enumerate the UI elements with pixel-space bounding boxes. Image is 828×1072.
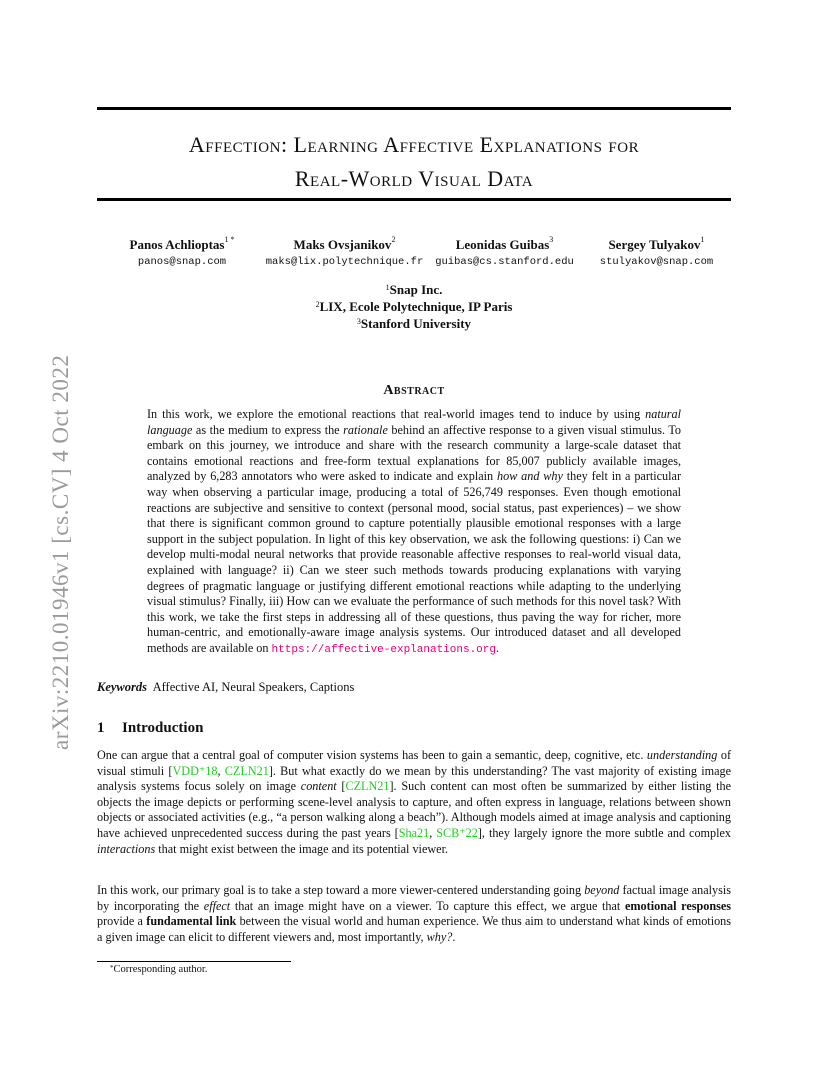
citation-link[interactable]: CZLN21 [345, 779, 390, 794]
affiliations [97, 281, 731, 332]
author-affil-marker: 1 [700, 235, 705, 244]
title-bottom-rule [97, 198, 731, 201]
author-2 [257, 237, 432, 268]
citation-link[interactable]: VDD⁺18 [172, 763, 218, 778]
footnote: *Corresponding author. [110, 964, 208, 975]
footnote-rule [97, 961, 291, 962]
section-heading [97, 720, 203, 737]
author-1 [107, 237, 257, 268]
author-affil-marker: 2 [391, 235, 396, 244]
author-affil-marker: 1 * [224, 235, 235, 244]
abstract-heading: Abstract [383, 383, 445, 398]
arxiv-identifier: arXiv:2210.01946v1 [cs.CV] 4 Oct 2022 [48, 354, 73, 750]
section-number: 1 [97, 720, 105, 736]
citation-link[interactable]: CZLN21 [224, 763, 269, 778]
author-name: Leonidas Guibas [455, 237, 550, 252]
author-affil-marker: 3 [549, 235, 554, 244]
dataset-link[interactable]: https://affective-explanations.org [271, 643, 496, 656]
top-rule [97, 107, 731, 110]
citation-link[interactable]: Sha21 [398, 825, 430, 840]
citation-link[interactable]: SCB⁺22 [436, 825, 478, 840]
author-name: Maks Ovsjanikov [293, 237, 392, 252]
affiliation-3: $^3$Stanford University [356, 316, 472, 331]
title-line-2: Real-World Visual Data [294, 166, 534, 191]
intro-paragraph-1: One can argue that a central goal of computer vision systems has been to gain a semantic, deep, cognitive, etc. understanding of visual stimuli [VDD⁺18, CZLN21]. But what exactly do we mean by this understanding? The vast majority of existing image analysis systems focus solely on image content [CZLN21]. Such content can most often be summarized by either listing the objects the image depicts or performing scene-level analysis to capture, and often express in language, relations between shown objects or associated activities (e.g., “a person walking along a beach”). Although models aimed at image analysis and captioning have achieved unprecedented success during the past years [Sha21, SCB⁺22], they largely ignore the more subtle and complex interactions that might exist between the image and its potential viewer. [97, 748, 732, 856]
author-email: maks@lix.polytechnique.fr [265, 256, 424, 268]
intro-paragraph-2: In this work, our primary goal is to take a step toward a more viewer-centered understanding going beyond factual image analysis by incorporating the effect that an image might have on a viewer. To capture this effect, we argue that emotional responses provide a fundamental link between the visual world and human experience. We thus aim to understand what kinds of emotions a given image can elicit to different viewers and, most importantly, why?. [97, 883, 732, 944]
author-3 [432, 237, 577, 268]
keywords [97, 680, 354, 695]
arxiv-sidebar [0, 0, 73, 1072]
author-block [97, 237, 731, 277]
title-line-1: Affection: Learning Affective Explanations for [188, 132, 640, 157]
author-4 [589, 237, 724, 268]
keywords-label: Keywords [97, 680, 147, 694]
affiliation-1: $^1$Snap Inc. [385, 282, 443, 297]
author-email: panos@snap.com [137, 256, 227, 268]
abstract-body: In this work, we explore the emotional reactions that real-world images tend to induce by using natural language as the medium to express the rationale behind an affective response to a given visual stimulus. To embark on this journey, we introduce and share with the research community a large-scale dataset that contains emotional reactions and free-form textual explanations for 85,007 publicly available images, analyzed by 6,283 annotators who were asked to indicate and explain how and why they felt in a particular way when observing a particular image, producing a total of 526,749 responses. Even though emotional reactions are subjective and sensitive to context (personal mood, social status, past experiences) – we show that there is significant common ground to capture potentially plausible emotional responses with a large support in the subject population. In light of this key observation, we ask the following questions: i) Can we develop multi-modal neural networks that provide reasonable affective responses to real-world visual data, explained with language? ii) Can we steer such methods towards producing explanations with varying degrees of pragmatic language or justifying different emotional reactions while adapting to the underlying visual stimulus? Finally, iii) How can we evaluate the performance of such methods for this novel task? With this work, we take the first steps in addressing all of these questions, thus paving the way for richer, more human-centric, and emotionally-aware image analysis systems. Our introduced dataset and all developed methods are available on https://affective-explanations.org. [147, 407, 682, 656]
paper-title [97, 128, 731, 196]
affiliation-2: $^2$LIX, Ecole Polytechnique, IP Paris [315, 299, 513, 314]
section-title: Introduction [122, 720, 204, 736]
author-name: Panos Achlioptas [129, 237, 225, 252]
keywords-text: Affective AI, Neural Speakers, Captions [152, 680, 355, 694]
author-email: stulyakov@snap.com [599, 256, 714, 268]
author-name: Sergey Tulyakov [608, 237, 701, 252]
author-email: guibas@cs.stanford.edu [435, 256, 574, 268]
